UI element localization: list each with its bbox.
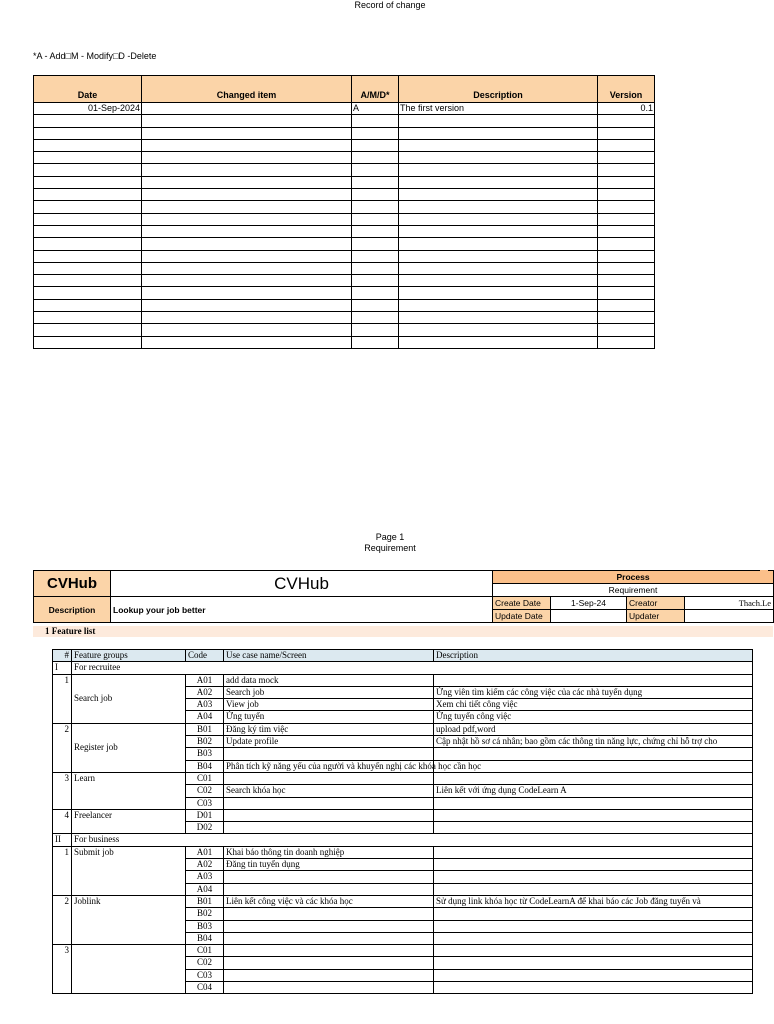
change-log-cell [598, 287, 655, 299]
feature-use-case: Đăng ký tìm việc [224, 723, 434, 735]
change-log-cell [352, 312, 399, 324]
feature-code: B02 [186, 736, 224, 748]
feature-code: B04 [186, 932, 224, 944]
change-log-empty-row [34, 189, 655, 201]
change-log-cell: 0.1 [598, 103, 655, 115]
change-log-cell [352, 299, 399, 311]
change-log-empty-row [34, 250, 655, 262]
feature-code: D01 [186, 809, 224, 821]
feature-use-case [224, 920, 434, 932]
feature-use-case: Phân tích kỹ năng yếu của người và khuyến nghị các khóa học cần học [224, 760, 434, 772]
col-header-amd: A/M/D* [352, 76, 399, 103]
feature-description [434, 908, 753, 920]
change-log-cell [352, 262, 399, 274]
updater-value [685, 610, 774, 623]
change-log-empty-row [34, 225, 655, 237]
updater-label: Updater [627, 610, 685, 623]
change-log-cell [34, 115, 142, 127]
change-log-cell [399, 275, 598, 287]
feature-number: 2 [53, 895, 72, 944]
change-log-cell [142, 164, 352, 176]
col-header-description: Description [399, 76, 598, 103]
change-log-cell [352, 164, 399, 176]
description-value: Lookup your job better [111, 597, 493, 623]
change-log-cell [399, 238, 598, 250]
feature-code: B01 [186, 895, 224, 907]
feature-row [53, 809, 753, 821]
feature-use-case [224, 957, 434, 969]
feature-code: D02 [186, 822, 224, 834]
col-header-number: # [53, 650, 72, 662]
feature-use-case [224, 932, 434, 944]
feature-code: A04 [186, 883, 224, 895]
change-log-cell [352, 287, 399, 299]
group-row [53, 834, 753, 846]
feature-code: A04 [186, 711, 224, 723]
feature-code: B03 [186, 920, 224, 932]
feature-code: A03 [186, 699, 224, 711]
change-log-cell [598, 312, 655, 324]
change-log-cell [34, 164, 142, 176]
feature-use-case [224, 969, 434, 981]
feature-use-case [224, 809, 434, 821]
change-log-cell [34, 189, 142, 201]
change-log-empty-row [34, 115, 655, 127]
change-log-cell [352, 213, 399, 225]
change-log-cell [399, 189, 598, 201]
page-title: Record of change [354, 0, 426, 10]
change-log-cell [34, 152, 142, 164]
change-log-cell [352, 176, 399, 188]
change-log-header-row [34, 76, 655, 103]
change-log-cell [399, 213, 598, 225]
change-log-cell [142, 115, 352, 127]
feature-description [434, 797, 753, 809]
change-log-cell [142, 189, 352, 201]
feature-description [434, 809, 753, 821]
feature-code: A02 [186, 859, 224, 871]
feature-row [53, 945, 753, 957]
feature-list-table [52, 649, 753, 994]
feature-description: Ứng tuyển công việc [434, 711, 753, 723]
section-title: 1 Feature list [33, 626, 773, 637]
change-log-cell [352, 324, 399, 336]
change-log-cell [598, 176, 655, 188]
feature-use-case: Search khóa học [224, 785, 434, 797]
change-log-cell [352, 225, 399, 237]
change-log-empty-row [34, 152, 655, 164]
feature-description: upload pdf,word [434, 723, 753, 735]
col-header-date: Date [34, 76, 142, 103]
feature-description [434, 957, 753, 969]
group-title: For recruitee [72, 662, 753, 674]
change-log-empty-row [34, 324, 655, 336]
feature-code: B02 [186, 908, 224, 920]
change-log-cell [142, 201, 352, 213]
change-log-cell [142, 287, 352, 299]
feature-use-case [224, 797, 434, 809]
change-log-cell [399, 176, 598, 188]
feature-number: 3 [53, 772, 72, 809]
creator-label: Creator [627, 597, 685, 610]
feature-description [434, 846, 753, 858]
feature-description: Xem chi tiết công việc [434, 699, 753, 711]
feature-group-name [72, 945, 186, 994]
feature-number: 2 [53, 723, 72, 772]
group-row [53, 662, 753, 674]
feature-code: B04 [186, 760, 224, 772]
feature-description [434, 748, 753, 760]
change-log-cell [142, 336, 352, 348]
change-log-cell [352, 139, 399, 151]
feature-row [53, 674, 753, 686]
create-date-value: 1-Sep-24 [551, 597, 627, 610]
change-log-cell [352, 275, 399, 287]
feature-code: B03 [186, 748, 224, 760]
feature-use-case: View job [224, 699, 434, 711]
change-log-cell [399, 225, 598, 237]
col-header-code: Code [186, 650, 224, 662]
change-log-cell [598, 225, 655, 237]
feature-group-name: Submit job [72, 846, 186, 895]
group-roman: I [53, 662, 72, 674]
feature-use-case [224, 908, 434, 920]
feature-code: C03 [186, 969, 224, 981]
feature-group-name: Freelancer [72, 809, 186, 834]
feature-number: 1 [53, 674, 72, 723]
change-log-cell [142, 103, 352, 115]
feature-code: A01 [186, 846, 224, 858]
feature-code: A01 [186, 674, 224, 686]
change-log-cell [34, 275, 142, 287]
feature-description: Cập nhật hồ sơ cá nhân; bao gồm các thông tin năng lực, chứng chỉ hỗ trợ cho [434, 736, 753, 748]
col-header-feature-groups: Feature groups [72, 650, 186, 662]
change-log-cell [34, 287, 142, 299]
change-log-cell [598, 164, 655, 176]
feature-description: Ứng viên tìm kiếm các công việc của các nhà tuyển dụng [434, 686, 753, 698]
feature-description [434, 871, 753, 883]
feature-use-case [224, 822, 434, 834]
feature-number: 1 [53, 846, 72, 895]
change-log-cell [598, 139, 655, 151]
change-log-cell [34, 213, 142, 225]
change-log-cell [142, 312, 352, 324]
feature-code: C01 [186, 945, 224, 957]
change-log-cell [34, 238, 142, 250]
feature-description: Liên kết với ứng dụng CodeLearn A [434, 785, 753, 797]
change-log-cell [34, 139, 142, 151]
change-log-cell: 01-Sep-2024 [34, 103, 142, 115]
feature-description [434, 982, 753, 994]
feature-description [434, 920, 753, 932]
change-log-empty-row [34, 262, 655, 274]
change-log-empty-row [34, 176, 655, 188]
feature-use-case: Update profile [224, 736, 434, 748]
change-log-empty-row [34, 139, 655, 151]
change-log-cell [34, 336, 142, 348]
feature-description [434, 945, 753, 957]
description-label: Description [34, 597, 111, 623]
process-label: Process [493, 571, 774, 584]
change-log-cell [598, 299, 655, 311]
feature-use-case: Liên kết công việc và các khóa học [224, 895, 434, 907]
col-header-changed-item: Changed item [142, 76, 352, 103]
change-log-cell [34, 324, 142, 336]
feature-use-case: Đăng tin tuyển dụng [224, 859, 434, 871]
feature-use-case: Search job [224, 686, 434, 698]
change-log-cell [142, 238, 352, 250]
col-header-description: Description [434, 650, 753, 662]
change-log-cell [352, 250, 399, 262]
change-log-cell [598, 201, 655, 213]
feature-group-name: Search job [72, 674, 186, 723]
feature-code: C02 [186, 957, 224, 969]
change-log-cell: A [352, 103, 399, 115]
change-log-cell [142, 139, 352, 151]
change-log-cell [34, 299, 142, 311]
change-log-empty-row [34, 336, 655, 348]
feature-description [434, 822, 753, 834]
change-log-empty-row [34, 275, 655, 287]
change-log-empty-row [34, 127, 655, 139]
change-log-empty-row [34, 238, 655, 250]
change-log-cell [142, 127, 352, 139]
change-log-cell [399, 115, 598, 127]
change-log-cell [34, 225, 142, 237]
feature-description [434, 932, 753, 944]
change-log-cell [399, 164, 598, 176]
change-log-cell [598, 238, 655, 250]
feature-use-case: Ứng tuyển [224, 711, 434, 723]
feature-number: 3 [53, 945, 72, 994]
feature-group-name: Register job [72, 723, 186, 772]
feature-use-case [224, 772, 434, 784]
feature-header-row [53, 650, 753, 662]
change-log-cell [34, 127, 142, 139]
change-log-cell [598, 127, 655, 139]
change-log-cell [34, 262, 142, 274]
change-log-cell [34, 312, 142, 324]
app-name-cell: CVHub [34, 571, 111, 597]
feature-group-name: Joblink [72, 895, 186, 944]
feature-row [53, 846, 753, 858]
change-log-cell [399, 152, 598, 164]
change-log-cell [598, 250, 655, 262]
feature-code: C02 [186, 785, 224, 797]
change-log-cell [352, 152, 399, 164]
change-log-cell [352, 238, 399, 250]
sheet-title: Requirement [364, 543, 416, 553]
feature-code: C04 [186, 982, 224, 994]
change-log-cell [598, 213, 655, 225]
update-date-value [551, 610, 627, 623]
change-log-table [33, 75, 655, 349]
change-log-empty-row [34, 287, 655, 299]
feature-description [434, 674, 753, 686]
feature-description: Sử dụng link khóa học từ CodeLearnA để khai báo các Job đăng tuyển và [434, 895, 753, 907]
change-log-cell [142, 250, 352, 262]
feature-use-case [224, 945, 434, 957]
page-number: Page 1 [375, 532, 405, 542]
change-log-cell [399, 299, 598, 311]
group-title: For business [72, 834, 753, 846]
update-date-label: Update Date [493, 610, 551, 623]
change-log-cell [142, 152, 352, 164]
change-log-cell [34, 201, 142, 213]
change-log-cell [142, 213, 352, 225]
creator-value: Thach.Le [685, 597, 774, 610]
feature-code: A02 [186, 686, 224, 698]
change-log-cell [142, 299, 352, 311]
feature-description [434, 969, 753, 981]
change-log-cell [142, 225, 352, 237]
feature-code: C03 [186, 797, 224, 809]
feature-row [53, 895, 753, 907]
requirement-header [33, 570, 774, 623]
process-value: Requirement [493, 584, 774, 597]
change-log-cell [399, 336, 598, 348]
change-log-cell [598, 152, 655, 164]
create-date-label: Create Date [493, 597, 551, 610]
feature-row [53, 723, 753, 735]
change-log-cell [598, 336, 655, 348]
change-log-empty-row [34, 164, 655, 176]
change-log-row [34, 103, 655, 115]
feature-row [53, 772, 753, 784]
change-log-cell [399, 201, 598, 213]
change-log-cell [352, 201, 399, 213]
change-log-cell [598, 275, 655, 287]
feature-description [434, 760, 753, 772]
feature-group-name: Learn [72, 772, 186, 809]
change-log-empty-row [34, 299, 655, 311]
feature-use-case: add data mock [224, 674, 434, 686]
feature-number: 4 [53, 809, 72, 834]
feature-description [434, 883, 753, 895]
group-roman: II [53, 834, 72, 846]
change-log-cell [352, 115, 399, 127]
change-log-cell: The first version [399, 103, 598, 115]
change-log-empty-row [34, 213, 655, 225]
feature-use-case [224, 883, 434, 895]
change-log-empty-row [34, 201, 655, 213]
feature-use-case [224, 748, 434, 760]
feature-code: C01 [186, 772, 224, 784]
change-log-cell [399, 324, 598, 336]
change-log-cell [598, 262, 655, 274]
feature-code: B01 [186, 723, 224, 735]
change-log-cell [34, 176, 142, 188]
change-log-cell [399, 312, 598, 324]
change-type-legend: *A - Add□M - Modify□D -Delete [33, 51, 157, 61]
change-log-cell [399, 287, 598, 299]
change-log-cell [34, 250, 142, 262]
feature-use-case [224, 982, 434, 994]
change-log-cell [142, 176, 352, 188]
change-log-cell [598, 189, 655, 201]
change-log-cell [142, 262, 352, 274]
change-log-cell [142, 275, 352, 287]
feature-description [434, 772, 753, 784]
process-band-edge [760, 570, 768, 583]
change-log-cell [399, 262, 598, 274]
change-log-cell [399, 250, 598, 262]
change-log-empty-row [34, 312, 655, 324]
change-log-cell [598, 115, 655, 127]
app-title-cell: CVHub [111, 571, 493, 597]
change-log-cell [399, 139, 598, 151]
change-log-cell [142, 324, 352, 336]
feature-code: A03 [186, 871, 224, 883]
change-log-cell [598, 324, 655, 336]
feature-description [434, 859, 753, 871]
change-log-cell [399, 127, 598, 139]
col-header-use-case: Use case name/Screen [224, 650, 434, 662]
feature-use-case [224, 871, 434, 883]
feature-use-case: Khai báo thông tin doanh nghiệp [224, 846, 434, 858]
change-log-cell [352, 336, 399, 348]
change-log-cell [352, 127, 399, 139]
col-header-version: Version [598, 76, 655, 103]
change-log-cell [352, 189, 399, 201]
